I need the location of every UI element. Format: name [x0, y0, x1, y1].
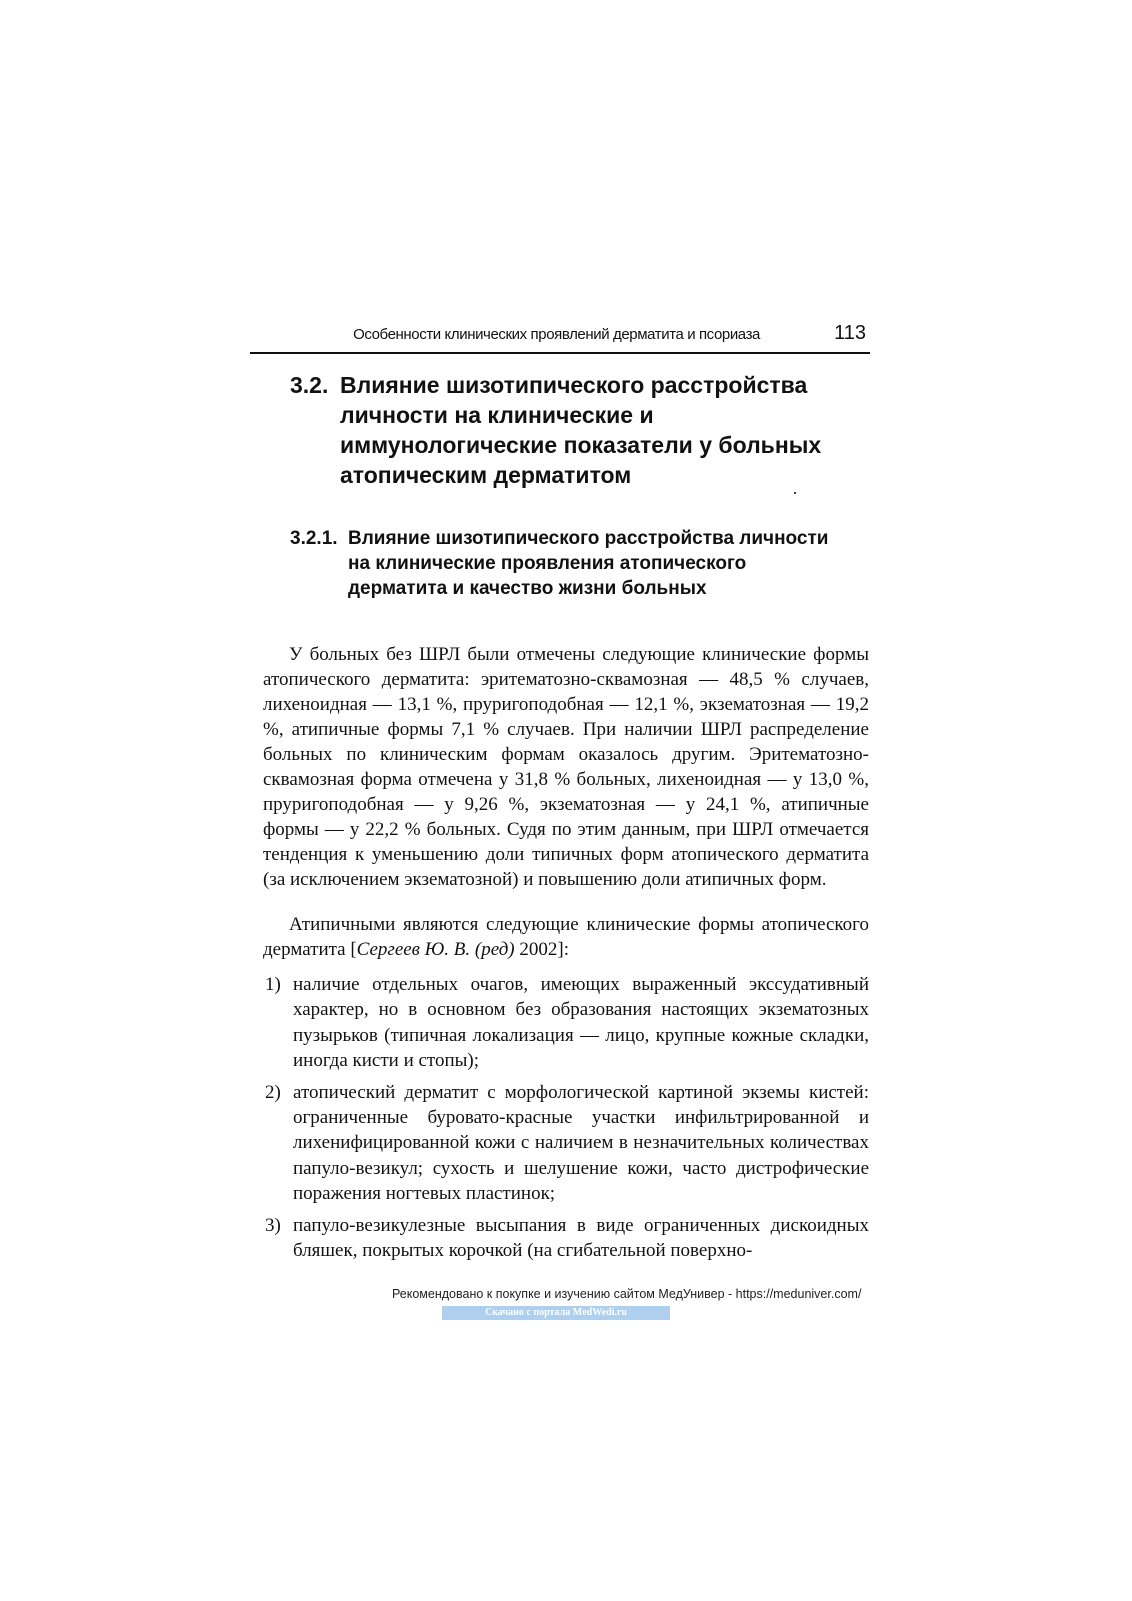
section-heading: [290, 370, 850, 490]
list-item-text: папуло-везикулезные высыпания в виде ограниченных дискоидных бляшек, покрытых корочкой (на сгибательной поверхно-: [293, 1214, 869, 1262]
list-item-text: наличие отдельных очагов, имеющих выраженный экссудативный характер, но в основном без образования настоящих экзематозных пузырьков (типичная локализация — лицо, крупные кожные складки, иногда кисти и стопы);: [293, 974, 869, 1072]
intro-paragraph: [263, 912, 869, 962]
list-item: [263, 1080, 869, 1207]
subsection-heading: [290, 526, 850, 601]
page-number: 113: [834, 322, 866, 344]
scan-speck: [794, 492, 796, 494]
list-marker: 1): [265, 974, 281, 995]
intro-text: Атипичными являются следующие клинические формы атопического дерматита [: [263, 914, 869, 960]
citation: Сергеев Ю. В. (ред): [356, 939, 515, 960]
recommendation-footer: Рекомендовано к покупке и изучению сайтом МедУнивер - https://meduniver.com/: [392, 1287, 862, 1301]
download-banner: Скачано с портала MedWedi.ru: [442, 1306, 670, 1320]
subsection-title: Влияние шизотипического расстройства личности на клинические проявления атопического дерматита и качество жизни больных: [348, 528, 829, 599]
list-item-text: атопический дерматит с морфологической картиной экземы кистей: ограниченные буровато-красные участки инфильтрированной и лихенифицированной кожи с наличием в незначительных количествах папуло-везикул; сухость и шелушение кожи, часто дистрофические поражения ногтевых пластинок;: [293, 1081, 869, 1205]
subsection-number: 3.2.1.: [290, 528, 338, 549]
body-paragraph: У больных без ШРЛ были отмечены следующие клинические формы атопического дерматита: эритематозно-сквамозная — 48,5 % случаев, лихеноидная — 13,1 %, пруригоподобная — 12,1 %, экзематозная — 19,2 %, атипичные формы 7,1 % случаев. При наличии ШРЛ распределение больных по клиническим формам оказалось другим. Эритематозно-сквамозная форма отмечена у 31,8 % больных, лихеноидная — у 13,0 %, пруригоподобная — у 9,26 %, экзематозная — у 24,1 %, атипичные формы — у 22,2 % больных. Судя по этим данным, при ШРЛ отмечается тенденция к уменьшению доли типичных форм атопического дерматита (за исключением экзематозной) и повышению доли атипичных форм.: [263, 644, 869, 890]
running-title: Особенности клинических проявлений дерматита и псориаза: [353, 326, 760, 343]
list-item: [263, 1213, 869, 1264]
section-number: 3.2.: [290, 372, 329, 398]
list-marker: 2): [265, 1081, 281, 1103]
section-title: Влияние шизотипического расстройства личности на клинические и иммунологические показатели у больных атопическим дерматитом: [340, 372, 822, 488]
list-item: [263, 972, 869, 1074]
list-marker: 3): [265, 1214, 281, 1236]
forms-list: [263, 972, 869, 1269]
intro-text-end: 2002]:: [514, 939, 569, 960]
running-header: [250, 322, 870, 354]
